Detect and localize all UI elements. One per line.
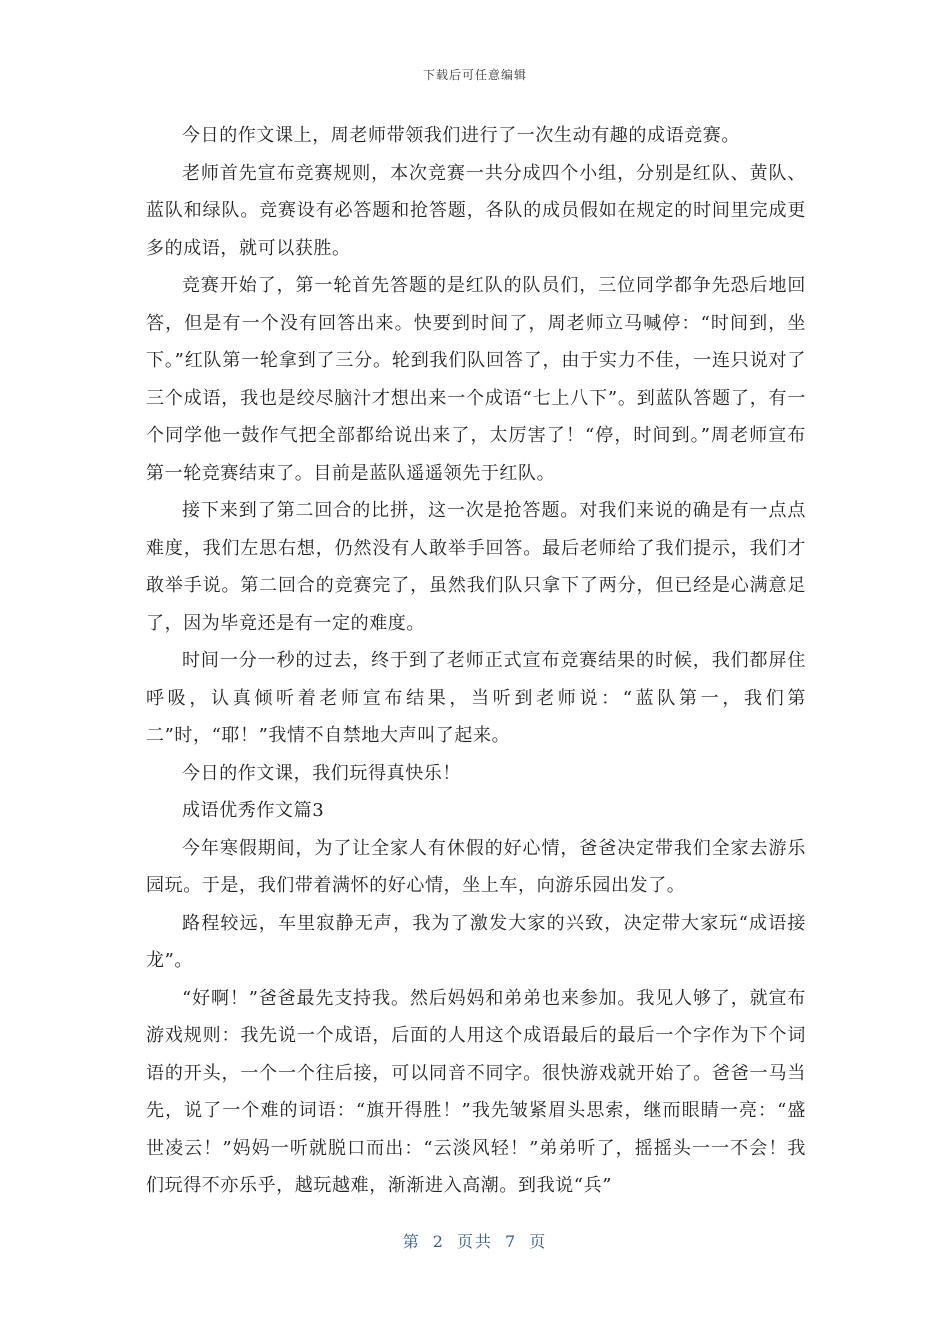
paragraph-4: 接下来到了第二回合的比拼，这一次是抢答题。对我们来说的确是有一点点难度，我们左思右想，仍然没有人敢举手回答。最后老师给了我们提示，我们才敢举手说。第二回合的竞赛完了，虽然我们队只拿下了两分，但已经是心满意足了，因为毕竟还是有一定的难度。 [146, 500, 806, 634]
page-header: 下载后可任意编辑 [422, 68, 527, 82]
paragraph-1: 今日的作文课上，周老师带领我们进行了一次生动有趣的成语竞赛。 [182, 125, 740, 146]
total-pages-number: 7 [505, 1232, 518, 1251]
paragraph-3: 竞赛开始了，第一轮首先答题的是红队的队员们，三位同学都争先恐后地回答，但是有一个没有回答出来。快要到时间了，周老师立马喊停：“时间到，坐下。”红队第一轮拿到了三分。轮到我们队回答了，由于实力不佳，一连只说对了三个成语，我也是绞尽脑汁才想出来一个成语“七上八下”。到蓝队答题了，有一个同学他一鼓作气把全部都给说出来了，太厉害了！“停，时间到。”周老师宣布第一轮竞赛结束了。目前是蓝队遥遥领先于红队。 [146, 275, 806, 484]
page-label-middle: 页共 [456, 1232, 493, 1251]
page-label-prefix: 第 [402, 1232, 421, 1251]
page-label-suffix: 页 [529, 1232, 548, 1251]
paragraph-7: 今年寒假期间，为了让全家人有休假的好心情，爸爸决定带我们全家去游乐园玩。于是，我们带着满怀的好心情，坐上车，向游乐园出发了。 [146, 837, 806, 896]
paragraph-9: “好啊！”爸爸最先支持我。然后妈妈和弟弟也来参加。我见人够了，就宣布游戏规则：我先说一个成语，后面的人用这个成语最后的最后一个字作为下个词语的开头，一个一个往后接，可以同音不同字。很快游戏就开始了。爸爸一马当先，说了一个难的词语：“旗开得胜！”我先皱紧眉头思索，继而眼睛一亮：“盛世凌云！”妈妈一听就脱口而出：“云淡风轻！”弟弟听了，摇摇头一一不会！我们玩得不亦乐乎，越玩越难，渐渐进入高潮。到我说“兵” [146, 987, 806, 1196]
paragraph-5: 时间一分一秒的过去，终于到了老师正式宣布竞赛结果的时候，我们都屏住呼吸，认真倾听着老师宣布结果，当听到老师说：“蓝队第一，我们第二”时，“耶！”我情不自禁地大声叫了起来。 [146, 650, 806, 746]
section-heading: 成语优秀作文篇3 [182, 800, 325, 821]
paragraph-6: 今日的作文课，我们玩得真快乐！ [182, 762, 461, 784]
document-body [146, 117, 806, 1205]
page-footer [0, 1229, 950, 1252]
paragraph-2: 老师首先宣布竞赛规则，本次竞赛一共分成四个小组，分别是红队、黄队、蓝队和绿队。竞赛设有必答题和抢答题，各队的成员假如在规定的时间里完成更多的成语，就可以获胜。 [146, 162, 806, 259]
paragraph-8: 路程较远，车里寂静无声，我为了激发大家的兴致，决定带大家玩“成语接龙”。 [146, 912, 806, 971]
current-page-number: 2 [432, 1232, 445, 1251]
